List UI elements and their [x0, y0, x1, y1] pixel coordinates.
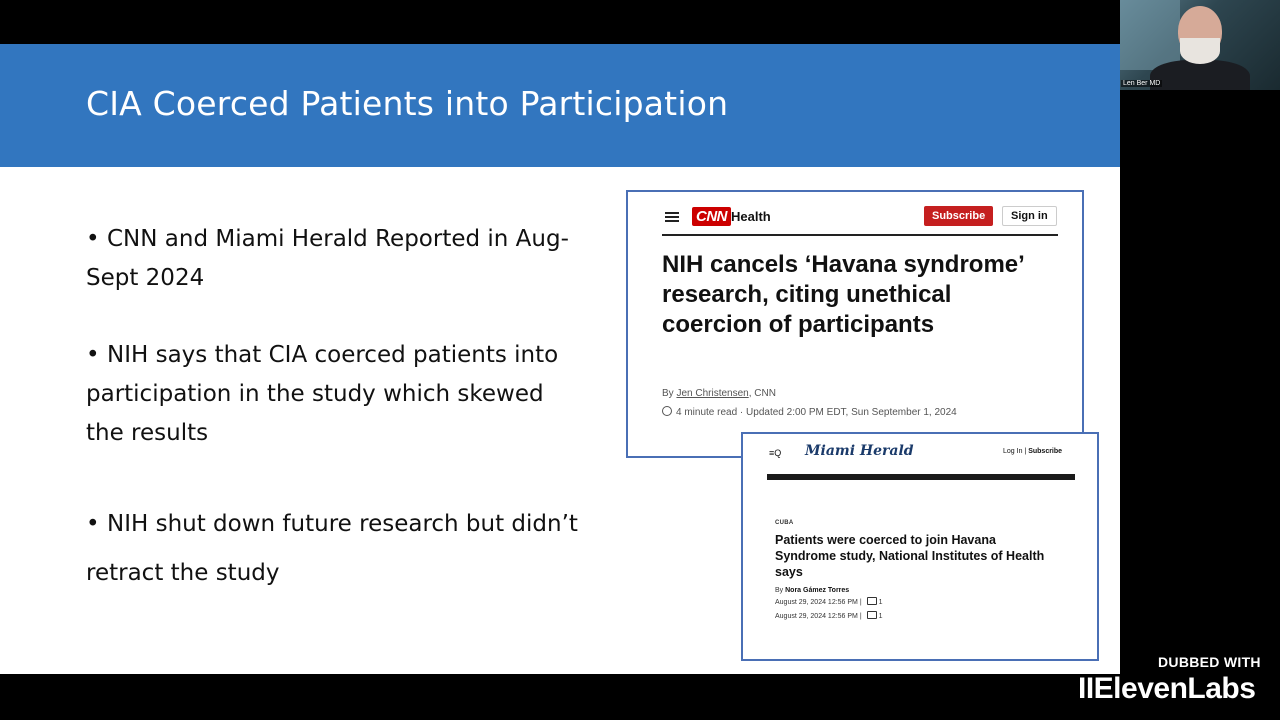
- cnn-header: [662, 206, 1058, 236]
- bullet-text: NIH says that CIA coerced patients into: [107, 342, 559, 368]
- participant-name: Len Ber MD: [1123, 80, 1161, 87]
- presentation-slide: [0, 44, 1120, 674]
- mh-byline: By Nora Gámez Torres: [775, 587, 850, 594]
- bullet-dot: •: [86, 226, 100, 252]
- cnn-headline: NIH cancels ‘Havana syndrome’ research, citing unethical coercion of participants: [662, 251, 1024, 338]
- mh-headline: Patients were coerced to join Havana Syndrome study, National Institutes of Health says: [775, 533, 1045, 579]
- miami-herald-article-screenshot: [741, 432, 1099, 661]
- mh-header-bar: [767, 474, 1075, 480]
- bullet-text: retract the study: [86, 560, 280, 586]
- bullet-text: the results: [86, 420, 209, 446]
- author-link: Jen Christensen: [676, 388, 749, 399]
- signin-button: Sign in: [1002, 206, 1057, 226]
- miami-herald-logo: Miami Herald: [805, 443, 914, 459]
- title-band: [0, 44, 1120, 167]
- menu-search-icon: ≡Q: [769, 448, 782, 458]
- bullet-item: [86, 500, 626, 598]
- cnn-byline: By Jen Christensen, CNN: [662, 388, 776, 399]
- bullet-text: NIH shut down future research but didn’t: [107, 511, 578, 537]
- mh-section: CUBA: [775, 520, 794, 526]
- clock-icon: [662, 406, 672, 416]
- cnn-logo: CNN: [692, 207, 731, 226]
- elevenlabs-logo: IIElevenLabs: [1078, 672, 1256, 705]
- bullet-text: participation in the study which skewed: [86, 381, 544, 407]
- bullet-item: [86, 336, 626, 453]
- bullet-text: CNN and Miami Herald Reported in Aug-: [107, 226, 569, 252]
- cnn-article-screenshot: [626, 190, 1084, 458]
- person-beard: [1180, 38, 1220, 64]
- mh-date-row: August 29, 2024 12:56 PM | 1: [775, 599, 883, 606]
- comment-icon: [867, 597, 877, 605]
- subscribe-button: Subscribe: [924, 206, 993, 226]
- updated-time: · Updated 2:00 PM EDT, Sun September 1, 2024: [737, 407, 957, 418]
- comment-icon: [867, 611, 877, 619]
- cnn-meta: [662, 406, 957, 418]
- person-body: [1150, 60, 1250, 90]
- mh-account-links: Log In | Subscribe: [1003, 448, 1063, 455]
- dubbed-with-label: DUBBED WITH: [1158, 654, 1261, 670]
- hamburger-menu-icon: [665, 212, 679, 214]
- bullet-dot: •: [86, 511, 100, 537]
- bullet-dot: •: [86, 342, 100, 368]
- bullet-text: Sept 2024: [86, 265, 205, 291]
- webcam-feed: [1120, 0, 1280, 90]
- read-time: 4 minute read: [676, 407, 738, 418]
- webcam-background: [1120, 0, 1180, 70]
- bullet-item: [86, 220, 626, 298]
- cnn-section: Health: [731, 209, 771, 224]
- mh-date-row: August 29, 2024 12:56 PM | 1: [775, 613, 883, 620]
- slide-title: CIA Coerced Patients into Participation: [86, 84, 729, 123]
